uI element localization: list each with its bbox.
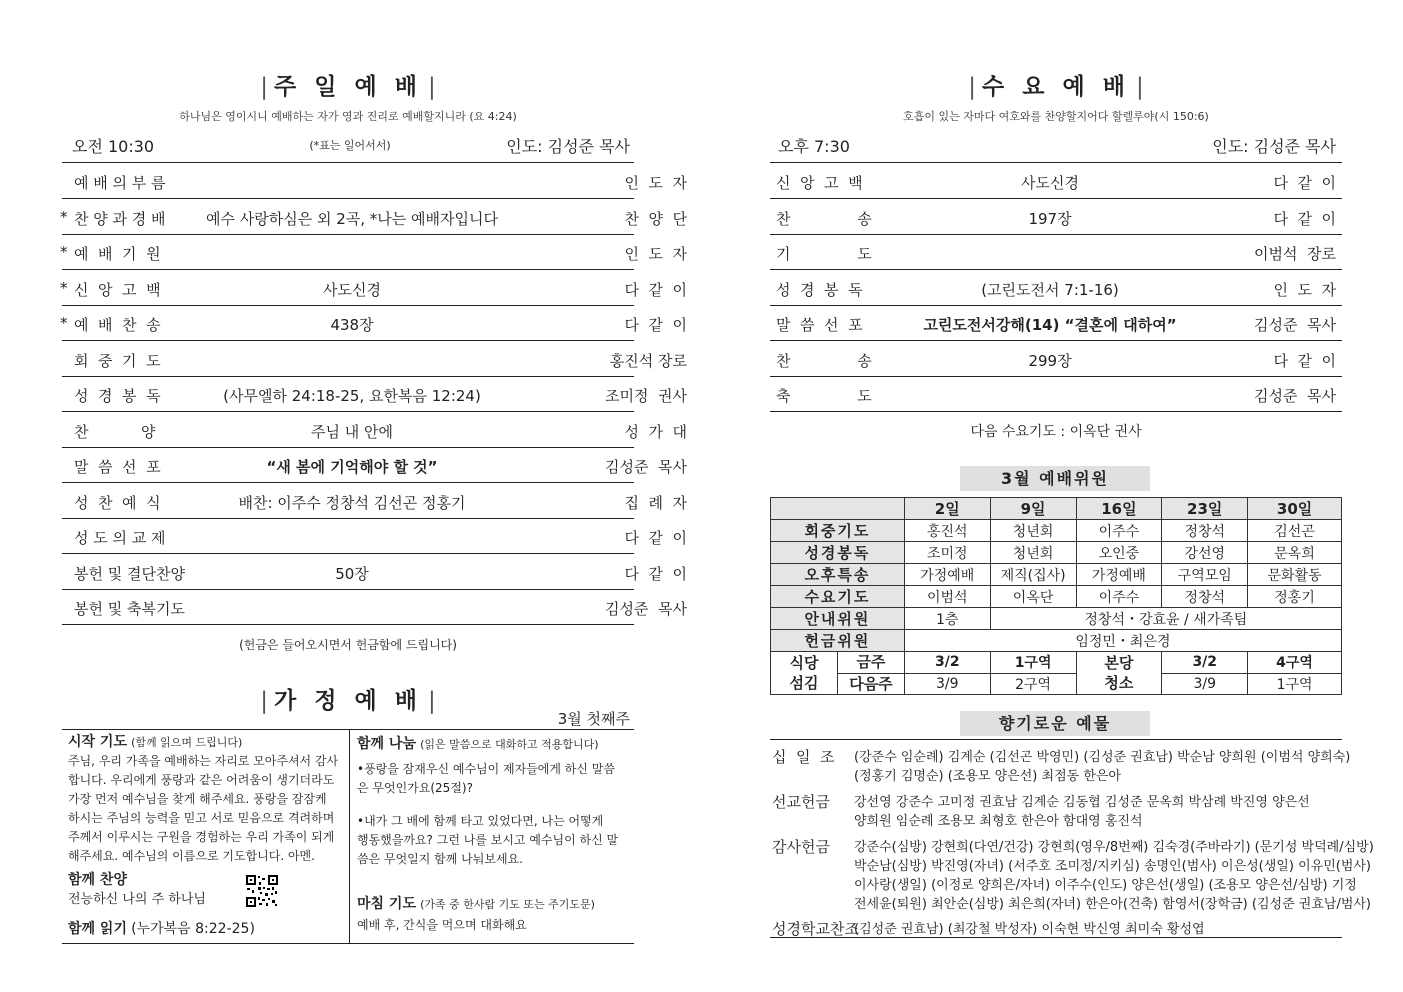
order-row (60, 270, 687, 306)
meal-label: 식당 (789, 654, 819, 672)
roster-cell: 문옥희 (1248, 542, 1342, 564)
order-row (770, 199, 1342, 235)
roster-cell: 가정예배 (904, 564, 990, 586)
roster-cell: 오인중 (1076, 542, 1162, 564)
order-person: 김성준 목사 (1254, 316, 1336, 334)
offering-group (772, 748, 1351, 786)
order-person: 김성준 목사 (605, 600, 687, 618)
roster-title: 3월 예배위원 (960, 466, 1150, 491)
family-title: | 가 정 예 배 | (260, 688, 436, 714)
offering-category: 성경학교찬조 (772, 920, 859, 938)
roster-cell: 청년회 (990, 542, 1076, 564)
roster-duty: 성경봉독 (771, 542, 905, 564)
order-label: 찬 양 과 경 배 (74, 209, 166, 228)
order-row (62, 412, 687, 448)
order-content: 배찬: 이주수 정창석 김선곤 정홍기 (238, 493, 466, 512)
order-content: 438장 (330, 316, 374, 334)
roster-cell: 정창석 (1162, 586, 1248, 608)
order-person: 조미정 권사 (605, 387, 687, 405)
offering-category: 감사헌금 (772, 838, 830, 856)
text-line: 행동했을까요? 그런 나를 보시고 예수님이 하신 말 (357, 833, 619, 847)
order-person: 김성준 목사 (1254, 387, 1336, 405)
offering-names: 강준수(심방) 강현희(다연/건강) 강현희(영우/8번째) 김숙경(주바라기) (문기성 박덕례/심방) (854, 840, 1374, 855)
meal-label: 섬김 (789, 674, 819, 692)
order-row (770, 270, 1342, 306)
order-content: (사무엘하 24:18-25, 요한복음 12:24) (223, 387, 481, 405)
order-content: 사도신경 (323, 280, 381, 299)
offering-names: 강선영 강준수 고미정 권효남 김계순 김동협 김성준 문옥희 박삼례 박진영 양은선 (854, 795, 1310, 810)
order-label: 찬 양 (74, 422, 156, 441)
text-line: •풍랑을 잠재우신 예수님이 제자들에게 하신 말씀 (357, 762, 615, 776)
order-label: 축 도 (776, 387, 872, 405)
order-person: 인 도 자 (1273, 280, 1336, 299)
order-person: 다 같 이 (624, 564, 687, 583)
order-content: 주님 내 안에 (311, 422, 393, 441)
stand-mark: * (60, 278, 68, 297)
order-person: 성 가 대 (624, 422, 687, 441)
text-line: 합니다. 우리에게 풍랑과 같은 어려움이 생기더라도 (68, 773, 335, 787)
order-row (770, 376, 1342, 412)
order-row (60, 234, 687, 270)
share-together: 함께 나눔 (읽은 말씀으로 대화하고 적용합니다) •풍랑을 잠재우신 예수님이 제자들에게 하신 말씀 은 무엇인가요(25절)? •내가 그 배에 함께 타고 있었다면, 나는 어떻게 행동했을까요? 그런 나를 보시고 예수님이 하신 말 씀은 무엇일지 함께 나눠보세요. (357, 735, 632, 869)
this-week-label: 금주 (838, 652, 904, 674)
roster-cell: 가정예배 (1076, 564, 1162, 586)
offering-category: 선교헌금 (772, 793, 830, 811)
offering-names: 박순남(심방) 박진영(자녀) (서주호 조미정/지키심) 송명인(범사) 이은성(생일) 이유민(범사) (854, 859, 1372, 874)
text-line: 주께서 이루시는 구원을 경험하는 우리 가족이 되게 (68, 830, 335, 844)
guide-names: 정창석・강효윤 / 새가족팀 (990, 608, 1341, 630)
order-content: 예수 사랑하심은 외 2곡, *나는 예배자입니다 (206, 209, 498, 228)
text-line: •내가 그 배에 함께 타고 있었다면, 나는 어떻게 (357, 814, 604, 828)
sunday-title: | 주 일 예 배 | (260, 74, 436, 100)
wednesday-leader: 인도: 김성준 목사 (1212, 137, 1336, 156)
meal-this-group: 1구역 (990, 652, 1076, 674)
offerings-title: 향기로운 예물 (960, 711, 1150, 736)
meal-cell (771, 652, 905, 695)
family-week: 3월 첫째주 (557, 710, 630, 728)
next-wednesday-prayer: 다음 수요기도 : 이옥단 권사 (970, 424, 1142, 440)
order-person: 다 같 이 (624, 529, 687, 547)
offering-names: (정홍기 김명순) (조용모 양은선) 최점동 한은아 (854, 769, 1121, 784)
order-row (770, 163, 1342, 199)
order-row (62, 589, 687, 625)
order-label: 예 배 기 원 (74, 245, 161, 263)
roster-table (770, 497, 1342, 695)
roster-cell: 이주수 (1076, 520, 1162, 542)
offering-group (772, 838, 1374, 914)
roster-day: 30일 (1248, 498, 1342, 520)
order-person: 다 같 이 (624, 280, 687, 299)
main-next-date: 3/9 (1162, 673, 1248, 695)
order-content: 고린도전서강해(14) “결혼에 대하여” (923, 316, 1177, 334)
offering-names: (강준수 임순례) 김계순 (김선곤 박영민) (김성준 권효남) 박순남 양희원 (이범석 양희숙) (854, 750, 1351, 765)
meal-next-date: 3/9 (904, 673, 990, 695)
order-label: 신 앙 고 백 (74, 280, 161, 299)
roster-cell: 홍진석 (904, 520, 990, 542)
order-row (770, 305, 1342, 341)
offering-category: 십 일 조 (772, 748, 835, 766)
start-prayer: 시작 기도 (함께 읽으며 드립니다) 주님, 우리 가족을 예배하는 자리로 모아주셔서 감사 합니다. 우리에게 풍랑과 같은 어려움이 생기더라도 가장 먼저 예수님을 찾게 해주세요. 풍랑을 잠잠케 하시는 주님의 능력을 믿고 서로 믿음으로 격려하며 주께서 이루시는 구원을 경험하는 우리 가족이 되게 해주세요. 예수님의 이름으로 기도합니다. 아멘. (68, 733, 348, 866)
order-person: 집 례 자 (624, 493, 687, 512)
order-row (62, 341, 687, 377)
meal-this-date: 3/2 (904, 652, 990, 674)
order-content: 299장 (1028, 351, 1072, 370)
order-label: 기 도 (776, 245, 872, 263)
stand-mark: * (60, 207, 68, 226)
roster-duty: 수요기도 (771, 586, 905, 608)
order-label: 말 씀 선 포 (776, 316, 863, 334)
roster-cell: 청년회 (990, 520, 1076, 542)
order-person: 김성준 목사 (605, 458, 687, 476)
read-together: 함께 읽기 (누가복음 8:22-25) (68, 921, 255, 937)
text-line: 하시는 주님의 능력을 믿고 서로 믿음으로 격려하며 (68, 811, 335, 825)
main-next-group: 1구역 (1248, 673, 1342, 695)
roster-cell: 이범석 (904, 586, 990, 608)
roster-cell: 제직(집사) (990, 564, 1076, 586)
divider (62, 729, 634, 730)
text-line: 은 무엇인가요(25절)? (357, 781, 473, 795)
order-row (62, 518, 687, 554)
column-divider (349, 729, 350, 943)
standing-note: (*표는 일어서서) (309, 139, 391, 152)
order-row (62, 483, 687, 519)
order-label: 봉헌 및 결단찬양 (74, 564, 185, 583)
roster-cell: 문화활동 (1248, 564, 1342, 586)
order-row (62, 554, 687, 590)
order-row (60, 305, 687, 341)
roster-cell: 정창석 (1162, 520, 1248, 542)
offering-names: (김성준 권효남) (최강철 박성자) 이숙현 박신영 최미숙 황성엽 (854, 922, 1205, 937)
order-person: 홍진석 장로 (609, 351, 687, 370)
text-line: 해주세요. 예수님의 이름으로 기도합니다. 아멘. (68, 849, 315, 863)
order-row (62, 163, 687, 199)
roster-row (771, 520, 1342, 542)
main-this-date: 3/2 (1162, 652, 1248, 674)
next-week-label: 다음주 (849, 674, 893, 693)
roster-cell: 김선곤 (1248, 520, 1342, 542)
order-content: (고린도전서 7:1-16) (981, 280, 1119, 299)
order-label: 성 도 의 교 제 (74, 529, 166, 547)
order-label: 말 씀 선 포 (74, 458, 161, 476)
roster-duty: 회중기도 (771, 520, 905, 542)
roster-day: 2일 (904, 498, 990, 520)
offering-group (772, 793, 1342, 831)
main-this-group: 4구역 (1248, 652, 1342, 674)
order-label: 성 경 봉 독 (74, 387, 161, 405)
order-content: 197장 (1028, 209, 1072, 228)
roster-cell: 정홍기 (1248, 586, 1342, 608)
wednesday-time: 오후 7:30 (778, 137, 850, 156)
roster-row (771, 542, 1342, 564)
sunday-leader: 인도: 김성준 목사 (506, 137, 630, 156)
order-person: 찬 양 단 (624, 209, 687, 228)
offering-note: (헌금은 들어오시면서 헌금함에 드립니다) (239, 638, 457, 652)
order-row (62, 376, 687, 412)
roster-cell: 구역모임 (1162, 564, 1248, 586)
order-row (770, 234, 1342, 270)
offering-names: 양희원 임순례 조용모 최형호 한은아 함대영 홍진석 (854, 814, 1143, 829)
divider (770, 937, 1342, 938)
order-label: 예 배 찬 송 (74, 316, 161, 334)
roster-cell: 조미정 (904, 542, 990, 564)
order-label: 성 찬 예 식 (74, 493, 161, 512)
order-person: 인 도 자 (624, 174, 687, 192)
order-label: 신 앙 고 백 (776, 174, 863, 192)
order-content: 50장 (335, 564, 369, 583)
roster-day: 9일 (990, 498, 1076, 520)
order-content: “새 봄에 기억해야 할 것” (266, 458, 438, 476)
order-label: 봉헌 및 축복기도 (74, 600, 185, 618)
roster-cell: 이주수 (1076, 586, 1162, 608)
roster-corner (771, 498, 905, 520)
text-line: 씀은 무엇일지 함께 나눠보세요. (357, 852, 523, 866)
order-label: 찬 송 (776, 209, 872, 228)
guide-floor: 1층 (904, 608, 990, 630)
text-line: 가장 먼저 예수님을 찾게 해주세요. 풍랑을 잠잠케 (68, 792, 327, 806)
divider (62, 943, 634, 944)
offering-names: 임정민・최은경 (904, 630, 1341, 652)
qr-code-icon[interactable] (245, 874, 279, 908)
wednesday-title: | 수 요 예 배 | (968, 74, 1144, 100)
order-row (62, 447, 687, 483)
offering-names: 전세윤(퇴원) 최안순(심방) 최은희(자녀) 한은아(건축) 함영서(장학금) (김성준 권효남/범사) (854, 897, 1372, 912)
text-line: 주님, 우리 가족을 예배하는 자리로 모아주셔서 감사 (68, 754, 339, 768)
wednesday-verse: 호흡이 있는 자마다 여호와를 찬양할지어다 할렐루야(시 150:6) (903, 110, 1209, 123)
order-row (770, 341, 1342, 377)
roster-row (771, 564, 1342, 586)
order-label: 예 배 의 부 름 (74, 174, 166, 192)
order-content: 사도신경 (1021, 174, 1079, 192)
order-person: 다 같 이 (1273, 209, 1336, 228)
roster-cell: 강선영 (1162, 542, 1248, 564)
roster-row (771, 586, 1342, 608)
roster-duty: 오후특송 (771, 564, 905, 586)
offering-label: 헌금위원 (771, 630, 905, 652)
meal-next-group: 2구역 (990, 673, 1076, 695)
order-row (60, 199, 687, 235)
order-person: 다 같 이 (1273, 174, 1336, 192)
sunday-time: 오전 10:30 (72, 137, 155, 156)
sunday-verse: 하나님은 영이시니 예배하는 자가 영과 진리로 예배할지니라 (요 4:24) (179, 110, 517, 123)
order-person: 다 같 이 (1273, 351, 1336, 370)
roster-day: 23일 (1162, 498, 1248, 520)
order-person: 인 도 자 (624, 245, 687, 263)
sing-together: 함께 찬양 전능하신 나의 주 하나님 (68, 872, 206, 907)
guide-label: 안내위원 (771, 608, 905, 630)
order-person: 이범석 장로 (1254, 245, 1336, 263)
order-label: 회 중 기 도 (74, 351, 161, 370)
order-person: 다 같 이 (624, 316, 687, 334)
stand-mark: * (60, 314, 68, 332)
divider (770, 739, 1342, 740)
stand-mark: * (60, 243, 68, 261)
roster-cell: 이옥단 (990, 586, 1076, 608)
roster-day: 16일 (1076, 498, 1162, 520)
closing-prayer: 마침 기도 (가족 중 한사람 기도 또는 주기도문) 예배 후, 간식을 먹으며 대화해요 (357, 896, 595, 932)
cleaning-label: 본당 청소 (1076, 652, 1162, 695)
offering-names: 이사랑(생일) (이정로 양희은/자녀) 이주수(인도) 양은선(생일) (조용모 양은선/심방) 기정 (854, 878, 1357, 893)
order-label: 성 경 봉 독 (776, 280, 863, 299)
order-label: 찬 송 (776, 351, 872, 370)
